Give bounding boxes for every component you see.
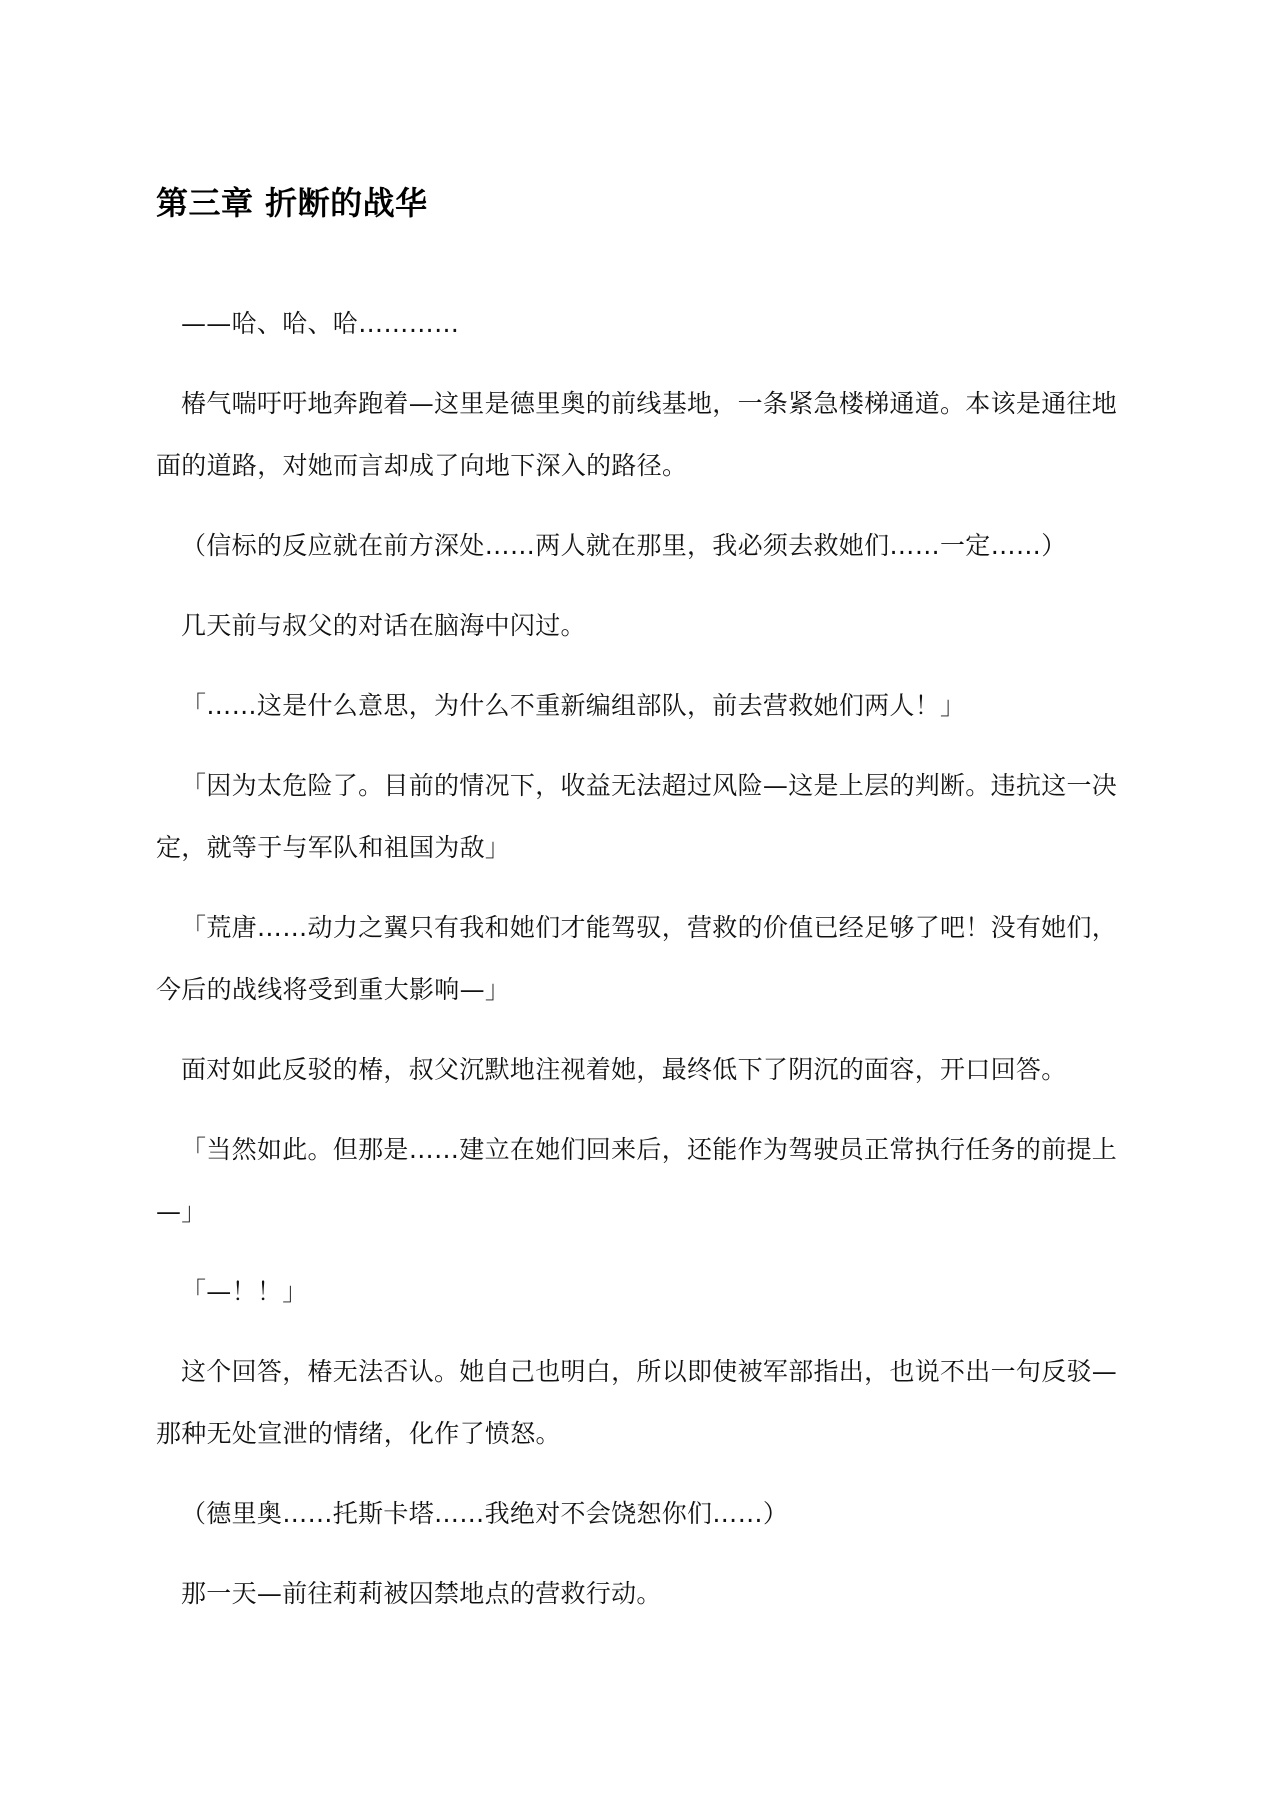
paragraph: （信标的反应就在前方深处……两人就在那里，我必须去救她们……一定……）: [181, 531, 1067, 560]
paragraph: 椿气喘吁吁地奔跑着—这里是德里奥的前线基地，一条紧急楼梯通道。本该是通往地面的道路，对她而言却成了向地下深入的路径。: [156, 389, 1118, 480]
chapter-title: 第三章 折断的战华: [156, 184, 428, 222]
paragraph: 「……这是什么意思，为什么不重新编组部队，前去营救她们两人！」: [181, 691, 966, 720]
paragraph: 那一天—前往莉莉被囚禁地点的营救行动。: [181, 1579, 662, 1608]
paragraph: 「荒唐……动力之翼只有我和她们才能驾驭，营救的价值已经足够了吧！没有她们，今后的战线将受到重大影响—」: [156, 913, 1118, 1004]
chapter-body: [156, 293, 1142, 1643]
paragraph: ——哈、哈、哈…………: [181, 309, 460, 338]
paragraph: 「—！！」: [181, 1277, 308, 1306]
paragraph: 「因为太危险了。目前的情况下，收益无法超过风险—这是上层的判断。违抗这一决定，就等于与军队和祖国为敌」: [156, 771, 1118, 862]
paragraph: 面对如此反驳的椿，叔父沉默地注视着她，最终低下了阴沉的面容，开口回答。: [181, 1055, 1067, 1084]
paragraph: 这个回答，椿无法否认。她自己也明白，所以即使被军部指出，也说不出一句反驳—那种无处宣泄的情绪，化作了愤怒。: [156, 1357, 1118, 1448]
paragraph: 「当然如此。但那是……建立在她们回来后，还能作为驾驶员正常执行任务的前提上—」: [156, 1135, 1118, 1226]
paragraph: （德里奥……托斯卡塔……我绝对不会饶恕你们……）: [181, 1499, 789, 1528]
paragraph: 几天前与叔父的对话在脑海中闪过。: [181, 611, 586, 640]
